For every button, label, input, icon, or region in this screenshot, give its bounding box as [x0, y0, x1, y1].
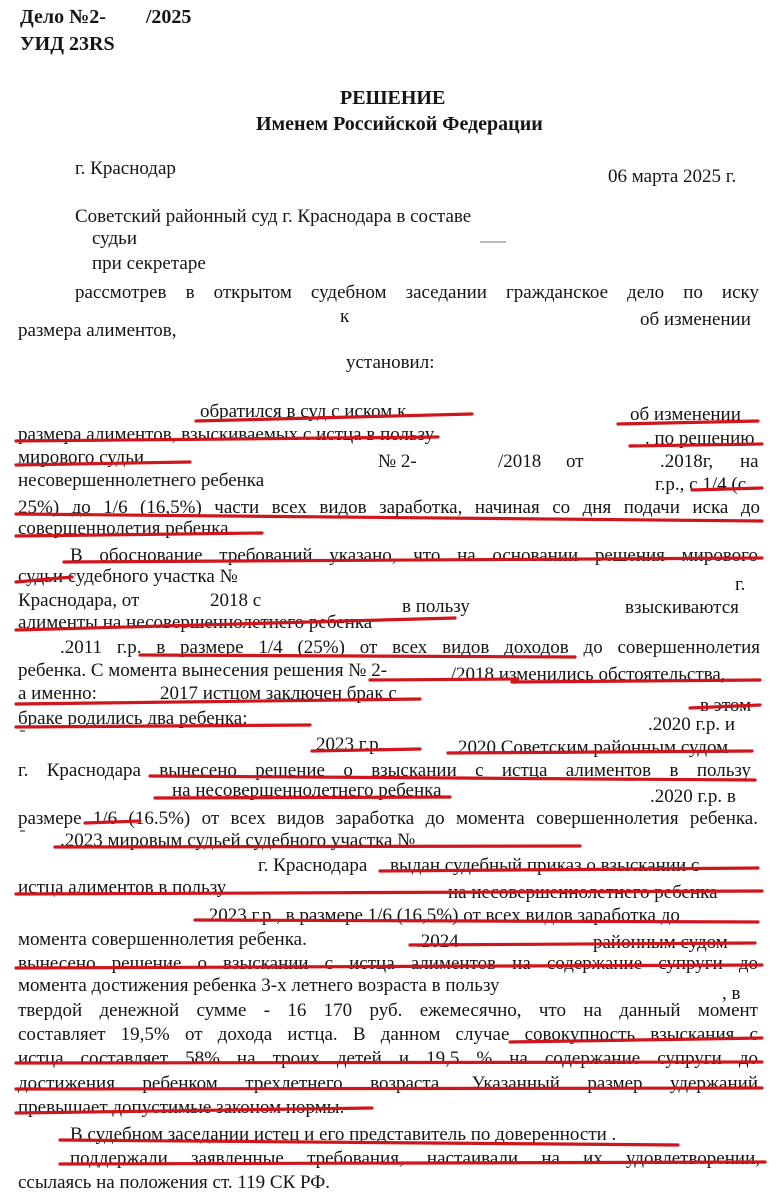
body-line: на несовершеннолетнего ребенка [172, 780, 442, 801]
body-line: размера алиментов, взыскиваемых с истца в пользу [18, 424, 435, 445]
body-line: .2018г, [660, 451, 714, 472]
body-line: Краснодара, от [18, 590, 140, 611]
body-line: совершеннолетия ребенка. [18, 518, 234, 539]
scan-mark [20, 730, 25, 732]
body-line: , в [722, 983, 741, 1004]
decision-heading: РЕШЕНИЕ [340, 87, 446, 109]
body-line: г. Краснодара вынесено решение о взыскании с истца алиментов в пользу [18, 760, 751, 781]
body-line: 2018 с [210, 590, 262, 611]
body-line: от [566, 451, 584, 472]
about-change: об изменении [640, 309, 751, 330]
body-line: превышает допустимые законом нормы. [18, 1097, 345, 1118]
body-line: момента достижения ребенка 3-х летнего возраста в пользу [18, 975, 500, 996]
body-line: В судебном заседании истец и его представитель по доверенности . [70, 1124, 617, 1145]
body-line: г. [735, 574, 746, 595]
body-line: вынесено решение о взыскании с истца алиментов на содержание супруги до [18, 953, 758, 974]
body-line: .2020 г.р. в [650, 786, 736, 807]
body-line: твердой денежной сумме - 16 170 руб. ежемесячно, что на данный момент [18, 1000, 758, 1021]
secretary-label: при секретаре [92, 253, 206, 274]
decision-place: г. Краснодар [75, 158, 176, 179]
body-line: г. Краснодара [258, 855, 368, 876]
body-line: ./2018 изменились обстоятельства, [446, 664, 726, 685]
body-line: несовершеннолетнего ребенка [18, 470, 265, 491]
body-line: районным судом [593, 932, 728, 953]
decision-date: 06 марта 2025 г. [608, 166, 737, 187]
amount-line: размера алиментов, [18, 320, 177, 341]
body-line: ребенка. С момента вынесения решения № 2- [18, 660, 388, 681]
body-line: 2023 г.р. [316, 734, 384, 755]
body-line: ссылаясь на положения ст. 119 СК РФ. [18, 1172, 330, 1193]
established-label: установил: [346, 352, 435, 373]
body-line: размере 1/6 (16.5%) от всех видов заработка до момента совершеннолетия ребенка. [18, 808, 758, 829]
body-line: В обоснование требований указано, что на основании решения мирового [70, 545, 758, 566]
scan-mark [480, 241, 506, 243]
body-line: 25%) до 1/6 (16,5%) части всех видов заработка, начиная со дня подачи иска до [18, 497, 760, 518]
body-line: 2020 Советским районным судом [458, 737, 729, 758]
body-line: мирового судьи [18, 447, 145, 468]
body-line: взыскиваются [625, 597, 739, 618]
body-line: № 2- [378, 451, 417, 472]
court-composition: Советский районный суд г. Краснодара в составе [75, 206, 472, 227]
body-line: выдан судебный приказ о взыскании с [390, 855, 700, 876]
body-line: алименты на несовершеннолетнего ребенка [18, 612, 373, 633]
body-line: .2024 [416, 931, 459, 952]
body-line: г.р., с 1/4 (с [655, 474, 747, 495]
body-line: истца алиментов в пользу [18, 877, 227, 898]
body-line: .2023 мировым судьей судебного участка № [60, 830, 416, 851]
defendant-k: к [340, 306, 350, 327]
body-line: достижения ребенком трехлетнего возраста. Указанный размер удержаний [18, 1073, 758, 1094]
body-line: а именно: [18, 683, 97, 704]
body-line: на несовершеннолетнего ребенка [448, 882, 718, 903]
decision-subheading: Именем Российской Федерации [256, 113, 543, 135]
body-line: составляет 19,5% от дохода истца. В данном случае совокупность взыскания с [18, 1024, 758, 1045]
case-uid: УИД 23RS [20, 33, 115, 55]
body-line: поддержали заявленные требования, настаивали на их удовлетворении, [70, 1148, 760, 1169]
body-line: на [740, 451, 759, 472]
body-line: . по решению [645, 428, 755, 449]
body-line: браке родились два ребенка: [18, 708, 248, 729]
body-line: в этом [700, 695, 752, 716]
body-line: обратился в суд с иском к [200, 401, 407, 422]
body-line: .2011 г.р. в размере 1/4 (25%) от всех видов доходов до совершеннолетия [60, 637, 760, 658]
body-line: об изменении [630, 404, 741, 425]
case-number: Дело №2- /2025 [20, 6, 192, 28]
body-line: судьи судебного участка № [18, 566, 238, 587]
body-line: момента совершеннолетия ребенка. [18, 929, 307, 950]
body-line: .2020 г.р. и [648, 714, 736, 735]
judge-label: судьи [92, 228, 137, 249]
body-line: истца составляет 58% на троих детей и 19,5 % на содержание супруги до [18, 1048, 758, 1069]
body-line: .2023 г.р., в размере 1/6 (16,5%) от всех видов заработка до [204, 905, 680, 926]
body-line: в пользу [402, 596, 470, 617]
body-line: 2017 истцом заключен брак с [160, 683, 397, 704]
body-line: /2018 [498, 451, 542, 472]
considering-line: рассмотрев в открытом судебном заседании гражданское дело по иску [75, 282, 759, 303]
scan-mark [20, 830, 25, 832]
